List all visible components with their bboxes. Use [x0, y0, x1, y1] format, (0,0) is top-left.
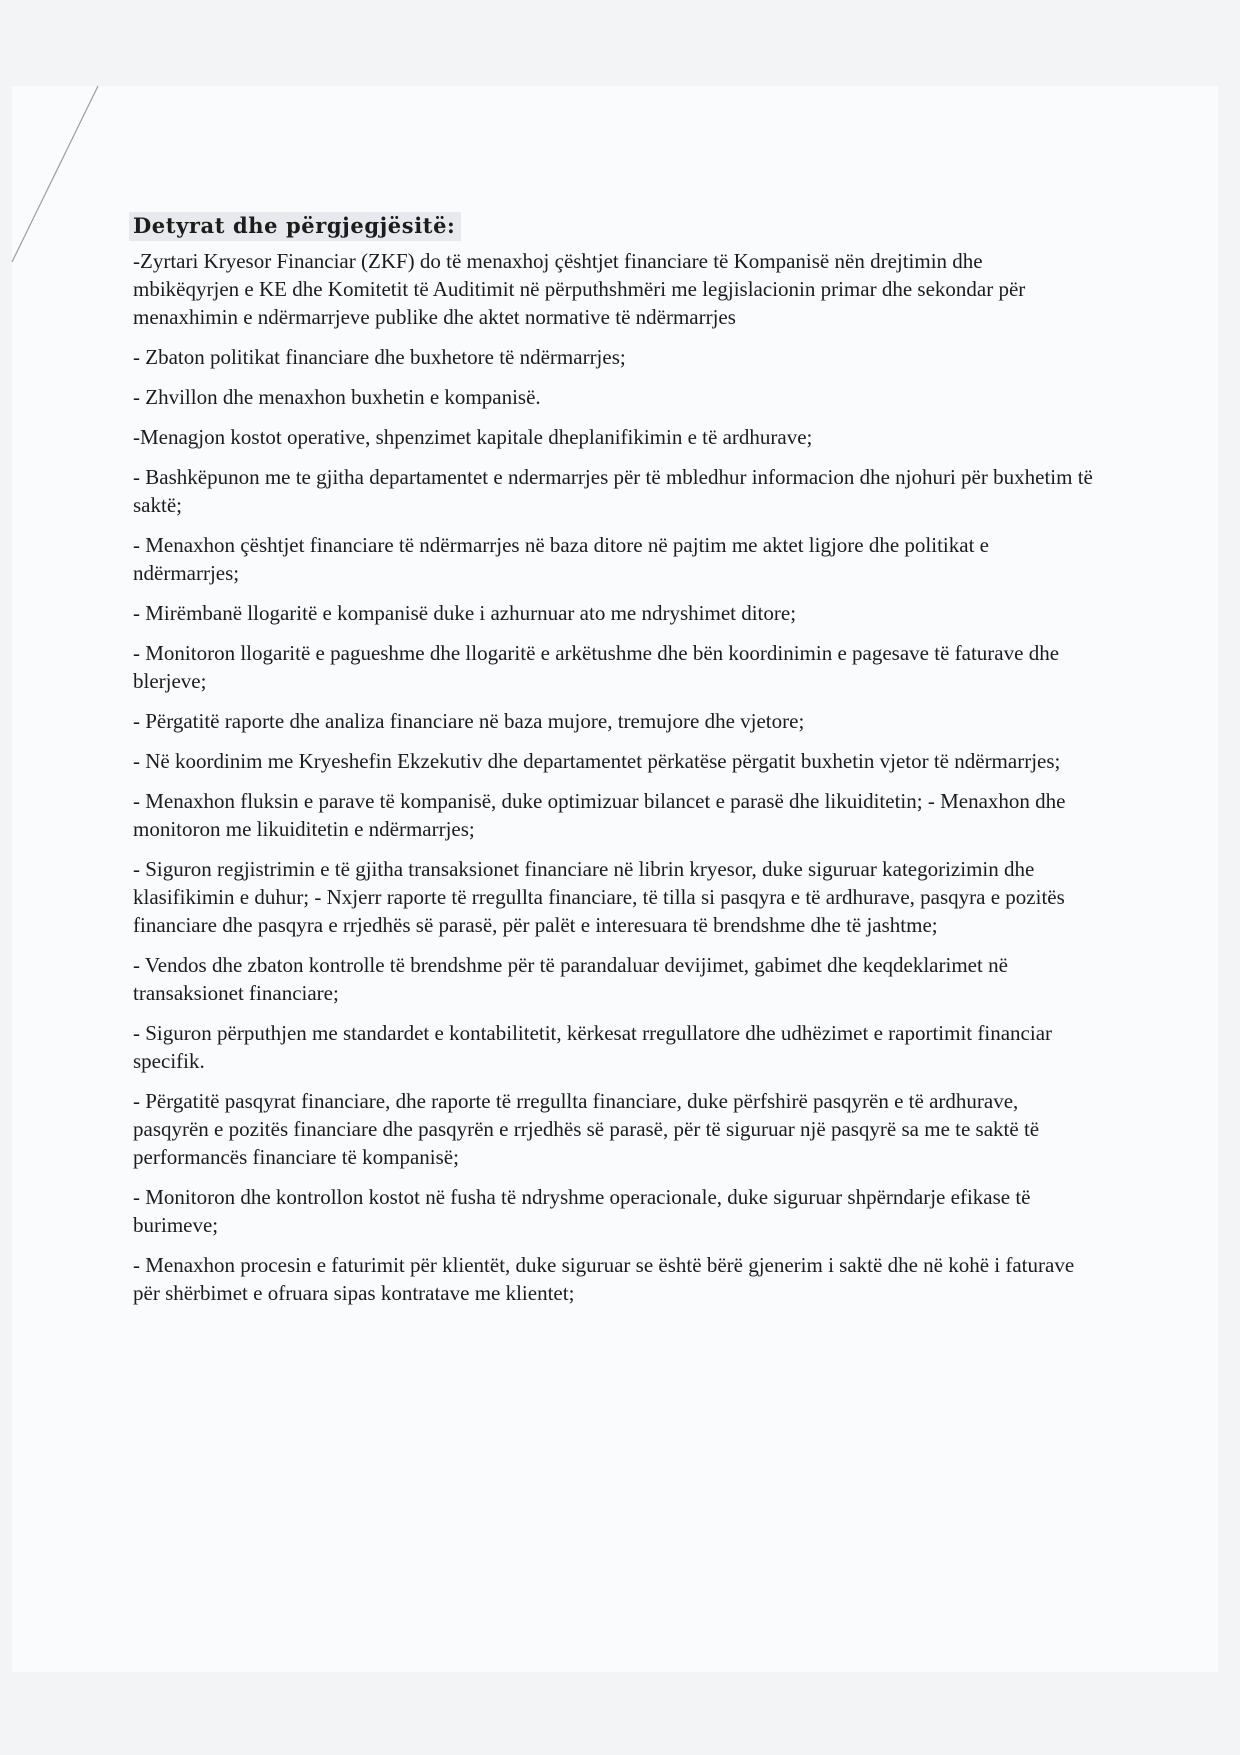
paragraph: -Zyrtari Kryesor Financiar (ZKF) do të menaxhoj çështjet financiare të Kompanisë nën drejtimin dhe mbikëqyrjen e KE dhe Komitetit të Auditimit në përputhshmëri me legjislacionin primar dhe sekondar për menaxhimin e ndërmarrjeve publike dhe aktet normative të ndërmarrjes	[133, 249, 1026, 329]
paragraph: - Menaxhon fluksin e parave të kompanisë, duke optimizuar bilancet e parasë dhe likuiditetin; - Menaxhon dhe monitoron me likuiditetin e ndërmarrjes;	[133, 789, 1066, 841]
paragraph: - Bashkëpunon me te gjitha departamentet e ndermarrjes për të mbledhur informacion dhe njohuri për buxhetim të saktë;	[133, 465, 1093, 517]
paragraph: - Monitoron llogaritë e pagueshme dhe llogaritë e arkëtushme dhe bën koordinimin e pagesave të faturave dhe blerjeve;	[133, 641, 1060, 693]
paragraph: - Menaxhon procesin e faturimit për klientët, duke siguruar se është bërë gjenerim i saktë dhe në kohë i faturave për shërbimet e ofruara sipas kontratave me klientet;	[133, 1253, 1075, 1305]
paragraph: - Menaxhon çështjet financiare të ndërmarrjes në baza ditore në pajtim me aktet ligjore dhe politikat e ndërmarrjes;	[133, 533, 989, 585]
paragraph: - Vendos dhe zbaton kontrolle të brendshme për të parandaluar devijimet, gabimet dhe keqdeklarimet në transaksionet financiare;	[133, 953, 1008, 1005]
paragraph: - Përgatitë raporte dhe analiza financiare në baza mujore, tremujore dhe vjetore;	[133, 709, 805, 733]
paragraph: - Siguron regjistrimin e të gjitha transaksionet financiare në librin kryesor, duke siguruar kategorizimin dhe klasifikimin e duhur; - Nxjerr raporte të rregullta financiare, të tilla si pasqyra e të ardhurave, pasqyra e pozitës financiare dhe pasqyra e rrjedhës së parasë, për palët e interesuara të brendshme dhe të jashtme;	[133, 857, 1065, 937]
paragraph: - Në koordinim me Kryeshefin Ekzekutiv dhe departamentet përkatëse përgatit buxhetin vjetor të ndërmarrjes;	[133, 749, 1061, 773]
document-body	[133, 212, 1093, 1319]
paragraph: - Mirëmbanë llogaritë e kompanisë duke i azhurnuar ato me ndryshimet ditore;	[133, 601, 797, 625]
paragraph: - Monitoron dhe kontrollon kostot në fusha të ndryshme operacionale, duke siguruar shpërndarje efikase të burimeve;	[133, 1185, 1031, 1237]
paragraph: - Zbaton politikat financiare dhe buxhetore të ndërmarrjes;	[133, 345, 626, 369]
paragraph: - Zhvillon dhe menaxhon buxhetin e kompanisë.	[133, 385, 541, 409]
paragraph: -Menagjon kostot operative, shpenzimet kapitale dheplanifikimin e të ardhurave;	[133, 425, 813, 449]
paragraph: - Përgatitë pasqyrat financiare, dhe raporte të rregullta financiare, duke përfshirë pasqyrën e të ardhurave, pasqyrën e pozitës financiare dhe pasqyrën e rrjedhës së parasë, për të siguruar një pasqyrë sa me te saktë të performancës financiare të kompanisë;	[133, 1089, 1040, 1169]
paragraph: - Siguron përputhjen me standardet e kontabilitetit, kërkesat rregullatore dhe udhëzimet e raportimit financiar specifik.	[133, 1021, 1053, 1073]
section-heading: Detyrat dhe përgjegjësitë:	[129, 212, 461, 241]
